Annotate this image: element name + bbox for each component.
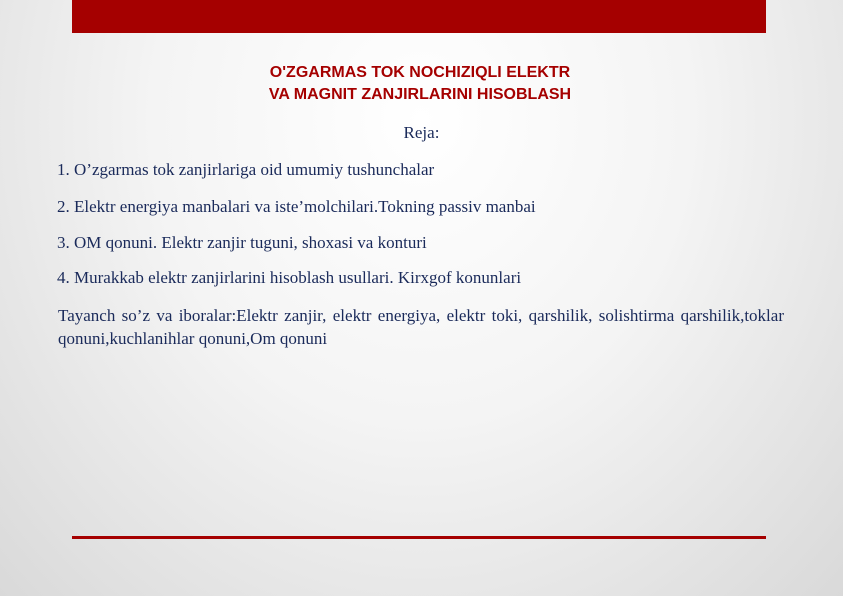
title-line-2: VA MAGNIT ZANJIRLARINI HISOBLASH [268, 86, 572, 103]
plan-item-1: 1. O’zgarmas tok zanjirlariga oid umumiy tushunchalar [57, 160, 435, 179]
top-accent-bar [72, 0, 766, 33]
plan-heading: Reja: [403, 123, 440, 142]
title-line-1: O'ZGARMAS TOK NOCHIZIQLI ELEKTR [269, 64, 571, 81]
plan-item-2: 2. Elektr energiya manbalari va iste’molchilari.Tokning passiv manbai [57, 197, 536, 216]
plan-item-4: 4. Murakkab elektr zanjirlarini hisoblash usullari. Kirxgof konunlari [57, 268, 522, 287]
slide-title [180, 62, 660, 106]
bottom-accent-line [72, 536, 766, 539]
keywords-paragraph: Tayanch so’z va iboralar:Elektr zanjir, elektr energiya, elektr toki, qarshilik, solishtirma qarshilik,toklar qonuni,kuchlanihlar qonuni,Om qonuni [58, 306, 784, 348]
plan-item-3: 3. OM qonuni. Elektr zanjir tuguni, shoxasi va konturi [57, 233, 427, 252]
